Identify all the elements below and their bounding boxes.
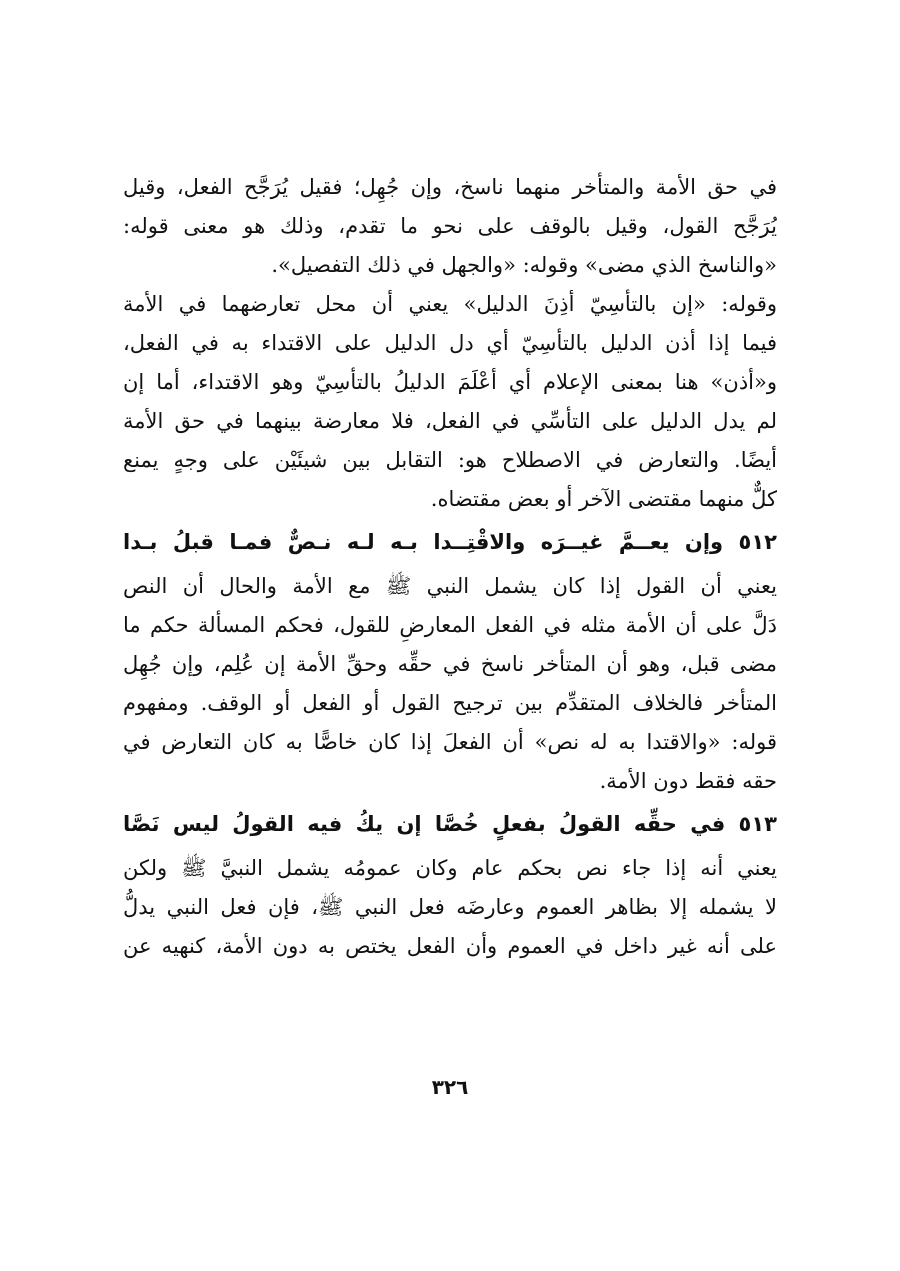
text-line: يُرَجَّح القول، وقيل بالوقف على نحو ما تقدم، وذلك هو معنى قوله:: [123, 214, 777, 238]
text-line: فيما إذا أذن الدليل بالتأسِيّ أي دل الدليل على الاقتداء به في الفعل،: [123, 331, 777, 355]
text-line: دَلَّ على أن الأمة مثله في الفعل المعارضِ للقول، فحكم المسألة حكم ما: [123, 613, 777, 637]
verse-512: ٥١٢ وإن يعــمَّ غيــرَه والاقْتِــدا بـه لـه نـصٌّ فمـا قبلُ بـدا: [123, 530, 777, 554]
text-line: مضى قبل، وهو أن المتأخر ناسخ في حقِّه وحقِّ الأمة إن عُلِم، وإن جُهِل: [123, 652, 777, 676]
text-line: وقوله: «إن بالتأسِيّ أذِنَ الدليل» يعني أن محل تعارضهما في الأمة: [123, 292, 777, 316]
paragraph-3: [123, 567, 777, 801]
text-line: و«أذن» هنا بمعنى الإعلام أي أعْلَمَ الدليلُ بالتأسِيّ وهو الاقتداء، أما إن: [123, 370, 777, 394]
page-body: [123, 168, 777, 966]
text-line: قوله: «والاقتدا به له نص» أن الفعلَ إذا كان خاصًّا به كان التعارض في: [123, 730, 777, 754]
text-line: لا يشمله إلا بظاهر العموم وعارضَه فعل النبي ﷺ، فإن فعل النبي يدلُّ: [123, 895, 777, 919]
verse-513: ٥١٣ في حقِّه القولُ بفعلٍ خُصَّا إن يكُ فيه القولُ ليس نَصَّا: [123, 812, 777, 836]
text-line: «والناسخ الذي مضى» وقوله: «والجهل في ذلك التفصيل».: [271, 253, 777, 277]
paragraph-2: [123, 285, 777, 519]
text-line: في حق الأمة والمتأخر منهما ناسخ، وإن جُهِل؛ فقيل يُرَجَّح الفعل، وقيل: [123, 175, 777, 199]
text-line: كلٌّ منهما مقتضى الآخر أو بعض مقتضاه.: [430, 487, 777, 511]
text-line: على أنه غير داخل في العموم وأن الفعل يختص به دون الأمة، كنهيه عن: [123, 934, 777, 958]
paragraph-4: [123, 849, 777, 966]
paragraph-1: [123, 168, 777, 285]
text-line: المتأخر فالخلاف المتقدِّم بين ترجيح القول أو الفعل أو الوقف. ومفهوم: [123, 691, 777, 715]
text-line: لم يدل الدليل على التأسِّي في الفعل، فلا معارضة بينهما في حق الأمة: [123, 409, 777, 433]
text-line: يعني أنه إذا جاء نص بحكم عام وكان عمومُه يشمل النبيَّ ﷺ ولكن: [123, 856, 777, 880]
page-number: ٣٢٦: [431, 1075, 469, 1099]
text-line: أيضًا. والتعارض في الاصطلاح هو: التقابل بين شيئَيْن على وجهٍ يمنع: [123, 448, 777, 472]
text-line: حقه فقط دون الأمة.: [599, 769, 777, 793]
text-line: يعني أن القول إذا كان يشمل النبي ﷺ مع الأمة والحال أن النص: [123, 574, 777, 598]
